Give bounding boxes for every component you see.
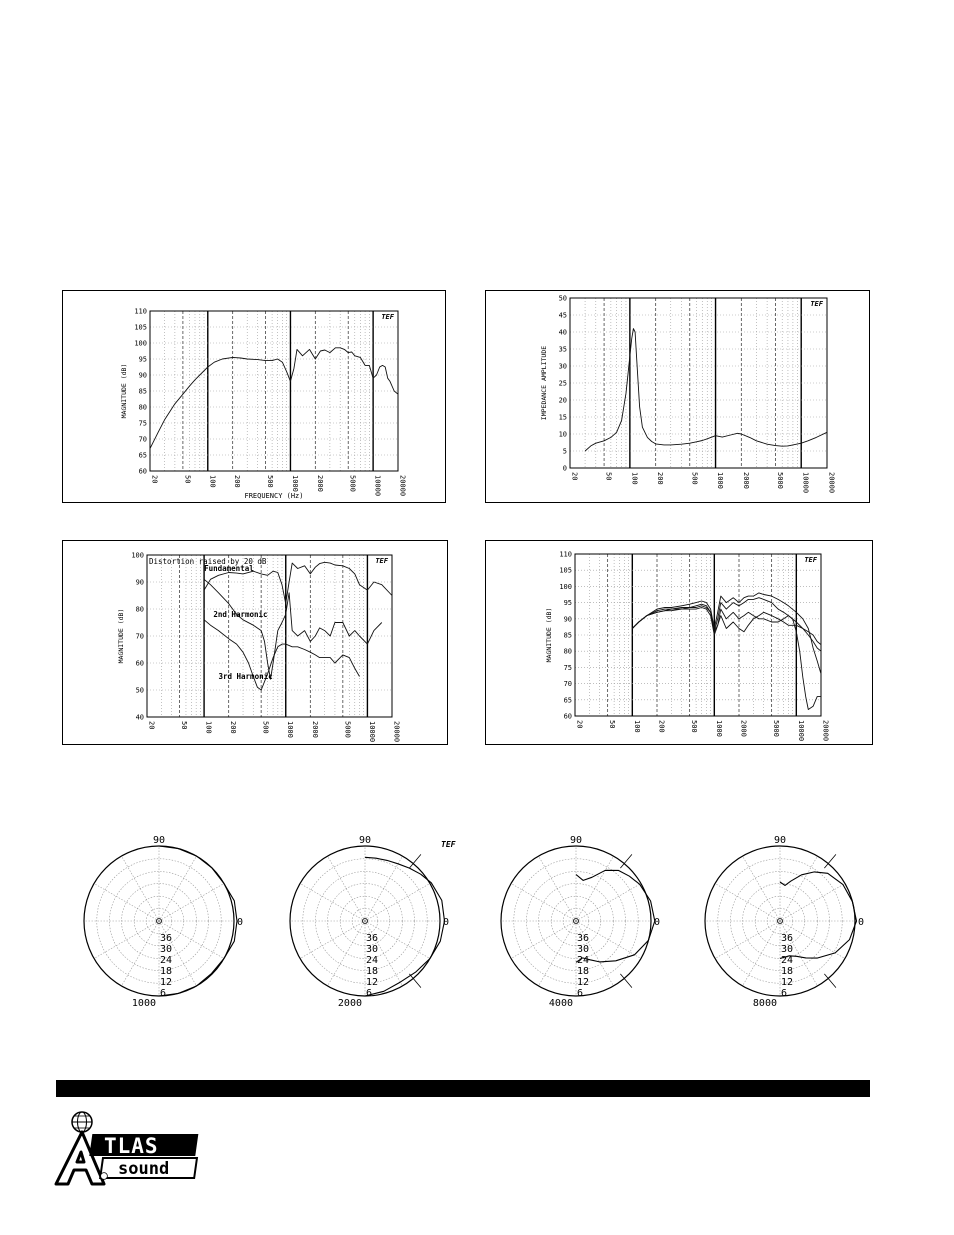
off-axis-response-panel: [485, 540, 873, 745]
impedance-chart: [486, 291, 869, 502]
y-tick-label: 0: [562, 464, 567, 473]
polar-plot-4000: [501, 835, 660, 1009]
y-tick-label: 85: [563, 631, 572, 640]
ring-value-label: 6: [366, 988, 373, 999]
polar-frequency-label: 8000: [752, 998, 777, 1009]
polar-spoke: [539, 921, 577, 986]
polar-spoke: [576, 884, 641, 922]
x-tick-label: 2000: [741, 472, 750, 489]
y-tick-label: 90: [563, 615, 572, 624]
x-tick-label: 2000: [315, 475, 324, 492]
frequency-response-panel: [62, 290, 446, 503]
polar-spoke: [328, 921, 366, 986]
polar-spoke: [743, 856, 781, 921]
y-tick-label: 80: [135, 605, 144, 614]
ring-value-label: 18: [366, 966, 379, 977]
ring-value-label: 36: [781, 933, 794, 944]
impedance-panel: [485, 290, 870, 503]
ring-value-label: 6: [577, 988, 584, 999]
polar-spoke: [300, 921, 365, 959]
frequency-response-chart: [63, 291, 445, 502]
series-label: 2nd Harmonic: [213, 610, 268, 620]
x-tick-label: 2000: [310, 721, 319, 738]
polar-spoke: [159, 856, 197, 921]
polar-spoke: [122, 921, 160, 986]
polar-spoke: [300, 884, 365, 922]
y-tick-label: 110: [559, 550, 572, 559]
ring-value-label: 36: [160, 933, 173, 944]
y-tick-label: 85: [138, 387, 147, 396]
ring-value-label: 18: [160, 966, 173, 977]
ring-value-label: 12: [366, 977, 379, 988]
polar-spoke: [365, 884, 430, 922]
polar-spoke: [365, 856, 403, 921]
series-line: [204, 579, 382, 682]
y-tick-label: 90: [138, 371, 147, 380]
x-tick-label: 1000: [716, 472, 725, 489]
ring-value-label: 30: [366, 944, 379, 955]
x-tick-label: 500: [266, 475, 275, 488]
x-tick-label: 1000: [714, 720, 723, 737]
y-tick-label: 80: [138, 403, 147, 412]
y-tick-label: 30: [558, 362, 567, 371]
polar-plots-row: [0, 820, 954, 1020]
ring-value-label: 12: [781, 977, 794, 988]
x-tick-label: 100: [630, 472, 639, 485]
x-tick-label: 50: [604, 472, 613, 481]
polar-spoke: [715, 921, 780, 959]
distortion-panel: [62, 540, 448, 745]
series-line: [150, 348, 398, 449]
y-tick-label: 100: [559, 582, 572, 591]
polar-spoke: [94, 884, 159, 922]
x-tick-label: 20: [150, 475, 159, 484]
x-tick-label: 200: [656, 472, 665, 485]
x-tick-label: 5000: [343, 721, 352, 738]
y-tick-label: 15: [558, 413, 567, 422]
angle-label-0: 0: [654, 917, 661, 928]
atlas-sound-logo: [52, 1108, 212, 1186]
y-tick-label: 35: [558, 345, 567, 354]
off-axis-response-chart: [486, 541, 872, 744]
y-axis-label: IMPEDANCE AMPLITUDE: [540, 345, 548, 421]
plot-frame: [570, 298, 827, 468]
polar-spoke: [159, 884, 224, 922]
y-tick-label: 105: [559, 566, 572, 575]
logo-wordmark: [89, 1134, 198, 1179]
x-tick-label: 5000: [775, 472, 784, 489]
y-tick-label: 70: [563, 680, 572, 689]
x-tick-label: 20000: [398, 475, 407, 497]
x-tick-label: 20000: [821, 720, 830, 742]
x-tick-label: 500: [690, 472, 699, 485]
polar-spoke: [743, 921, 781, 986]
svg-text:TLAS: TLAS: [104, 1134, 159, 1158]
x-tick-label: 1000: [290, 475, 299, 492]
angle-label-0: 0: [858, 917, 865, 928]
distortion-chart: [63, 541, 447, 744]
x-tick-label: 200: [233, 475, 242, 488]
polar-spoke: [511, 921, 576, 959]
y-tick-label: 70: [138, 435, 147, 444]
ring-value-label: 18: [781, 966, 794, 977]
ring-value-label: 30: [781, 944, 794, 955]
y-tick-label: 60: [135, 659, 144, 668]
x-tick-label: 20000: [827, 472, 836, 494]
polar-frequency-label: 2000: [337, 998, 362, 1009]
polar-frequency-label: 1000: [131, 998, 156, 1009]
ring-value-label: 6: [781, 988, 788, 999]
polar-spoke: [715, 884, 780, 922]
tef-logo: TEF: [381, 313, 394, 321]
angle-label-0: 0: [443, 917, 450, 928]
angle-label-90: 90: [153, 835, 166, 846]
x-tick-label: 500: [690, 720, 699, 733]
x-tick-label: 10000: [801, 472, 810, 494]
footer-bar: [56, 1080, 870, 1097]
x-tick-label: 5000: [772, 720, 781, 737]
x-tick-label: 100: [208, 475, 217, 488]
ring-value-label: 30: [160, 944, 173, 955]
series-label: Fundamental: [204, 564, 254, 574]
x-tick-label: 5000: [348, 475, 357, 492]
polar-frequency-label: 4000: [548, 998, 573, 1009]
y-tick-label: 40: [558, 328, 567, 337]
y-tick-label: 65: [563, 696, 572, 705]
polar-spoke: [780, 884, 845, 922]
polar-plot-1000: [84, 835, 243, 1009]
x-tick-label: 20: [575, 720, 584, 729]
y-tick-label: 5: [562, 447, 567, 456]
x-tick-label: 500: [261, 721, 270, 734]
tef-logo: TEF: [810, 300, 823, 308]
y-tick-label: 95: [138, 355, 147, 364]
tef-logo: TEF: [375, 557, 388, 565]
ring-value-label: 24: [577, 955, 590, 966]
polar-spoke: [511, 884, 576, 922]
y-axis-label: MAGNITUDE (dB): [117, 608, 125, 664]
y-tick-label: 25: [558, 379, 567, 388]
polar-plot-2000: [290, 835, 449, 1009]
y-tick-label: 50: [135, 686, 144, 695]
ring-value-label: 12: [577, 977, 590, 988]
y-tick-label: 65: [138, 451, 147, 460]
x-tick-label: 50: [179, 721, 188, 730]
y-tick-label: 75: [563, 663, 572, 672]
y-tick-label: 60: [563, 712, 572, 721]
polar-plot-8000: [705, 835, 864, 1009]
chart-title: Distortion raised by 20 dB: [149, 557, 267, 566]
y-tick-label: 60: [138, 467, 147, 476]
angle-label-90: 90: [359, 835, 372, 846]
polar-spoke: [94, 921, 159, 959]
x-tick-label: 10000: [796, 720, 805, 742]
polar-spoke: [328, 856, 366, 921]
angle-label-90: 90: [570, 835, 583, 846]
ring-value-label: 6: [160, 988, 167, 999]
y-tick-label: 110: [134, 307, 147, 316]
x-tick-label: 10000: [367, 721, 376, 743]
y-tick-label: 80: [563, 647, 572, 656]
ring-value-label: 36: [366, 933, 379, 944]
ring-value-label: 30: [577, 944, 590, 955]
x-tick-label: 2000: [739, 720, 748, 737]
y-tick-label: 100: [134, 339, 147, 348]
y-tick-label: 105: [134, 323, 147, 332]
x-tick-label: 200: [229, 721, 238, 734]
y-axis-label: MAGNITUDE (dB): [120, 363, 128, 419]
svg-text:sound: sound: [118, 1159, 170, 1179]
y-tick-label: 70: [135, 632, 144, 641]
ring-value-label: 24: [160, 955, 173, 966]
ring-value-label: 36: [577, 933, 590, 944]
x-tick-label: 20000: [392, 721, 401, 743]
y-tick-label: 45: [558, 311, 567, 320]
globe-icon: [72, 1112, 92, 1132]
polar-spoke: [576, 856, 614, 921]
ring-value-label: 12: [160, 977, 173, 988]
x-tick-label: 20: [147, 721, 156, 730]
y-tick-label: 75: [138, 419, 147, 428]
polar-spoke: [539, 856, 577, 921]
y-axis-label: MAGNITUDE (dB): [545, 607, 553, 663]
tef-logo: TEF: [804, 556, 817, 564]
angle-label-0: 0: [237, 917, 244, 928]
y-tick-label: 50: [558, 294, 567, 303]
polar-spoke: [122, 856, 160, 921]
y-tick-label: 100: [131, 551, 144, 560]
angle-label-90: 90: [774, 835, 787, 846]
tef-logo: TEF: [441, 840, 456, 849]
x-tick-label: 200: [657, 720, 666, 733]
x-tick-label: 20: [570, 472, 579, 481]
ring-value-label: 18: [577, 966, 590, 977]
ring-value-label: 24: [366, 955, 379, 966]
y-tick-label: 10: [558, 430, 567, 439]
x-tick-label: 10000: [373, 475, 382, 497]
y-tick-label: 90: [135, 578, 144, 587]
x-tick-label: 100: [204, 721, 213, 734]
ring-value-label: 24: [781, 955, 794, 966]
polar-spoke: [780, 856, 818, 921]
x-tick-label: 50: [608, 720, 617, 729]
y-tick-label: 40: [135, 713, 144, 722]
x-axis-label: FREQUENCY (Hz): [244, 492, 304, 500]
x-tick-label: 50: [183, 475, 192, 484]
series-label: 3rd Harmonic: [218, 672, 273, 682]
y-tick-label: 95: [563, 599, 572, 608]
y-tick-label: 20: [558, 396, 567, 405]
x-tick-label: 1000: [286, 721, 295, 738]
x-tick-label: 100: [632, 720, 641, 733]
series-line: [632, 608, 821, 710]
